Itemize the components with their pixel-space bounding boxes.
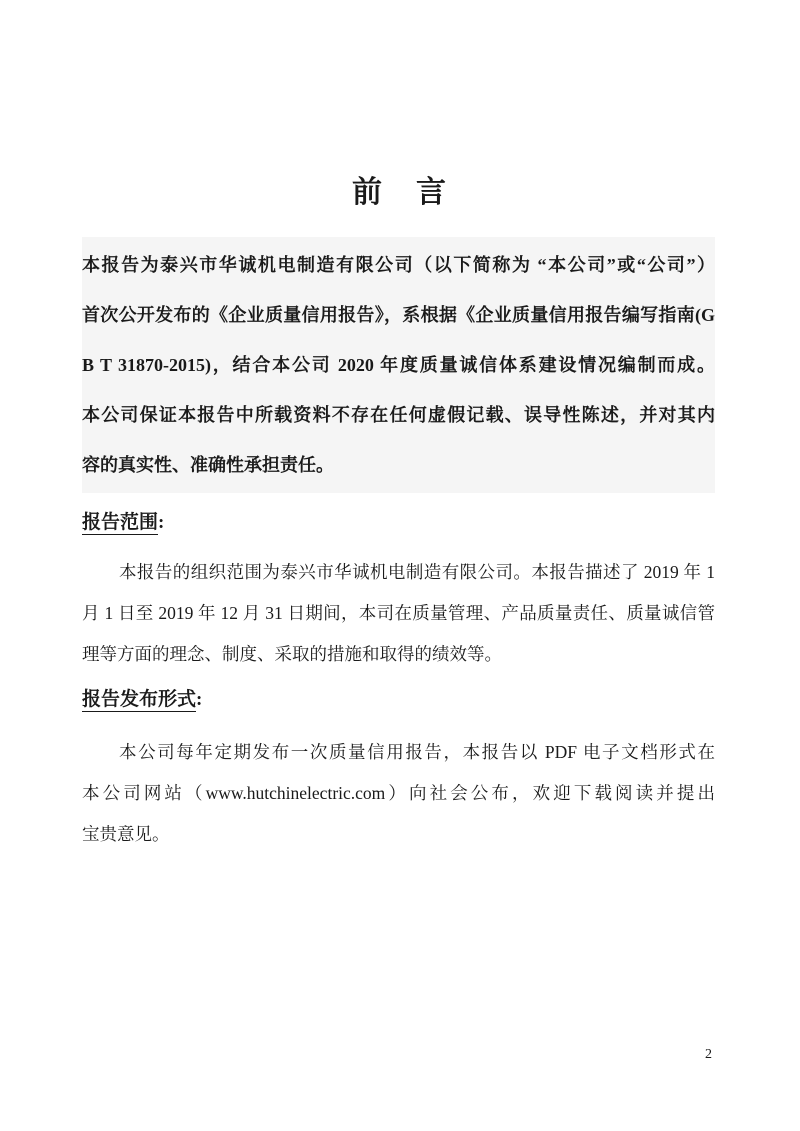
section-heading-report-scope bbox=[82, 508, 164, 538]
intro-line: 本公司保证本报告中所载资料不存在任何虚假记载、误导性陈述，并对其内 bbox=[82, 405, 715, 425]
page-number: 2 bbox=[705, 1047, 712, 1062]
section-heading-colon: : bbox=[158, 512, 165, 533]
paragraph-line: 月 1 日至 2019 年 12 月 31 日期间，本司在质量管理、产品质量责任、质量诚信管 bbox=[82, 603, 715, 623]
section-heading-text: 报告范围 bbox=[82, 512, 159, 533]
page-title: 前 言 bbox=[352, 176, 448, 209]
intro-line: 本报告为泰兴市华诚机电制造有限公司（以下简称为 “本公司”或“公司”） bbox=[82, 255, 715, 275]
paragraph-line: 本报告的组织范围为泰兴市华诚机电制造有限公司。本报告描述了 2019 年 1 bbox=[119, 562, 715, 582]
intro-line: 容的真实性、准确性承担责任。 bbox=[82, 455, 334, 475]
paragraph-line: 本公司网站（www.hutchinelectric.com）向社会公布，欢迎下载阅读并提出 bbox=[82, 783, 715, 803]
intro-highlight-block bbox=[82, 237, 715, 493]
intro-line: B T 31870-2015)，结合本公司 2020 年度质量诚信体系建设情况编制而成。 bbox=[82, 355, 715, 375]
paragraph-line: 宝贵意见。 bbox=[82, 824, 170, 844]
intro-line: 首次公开发布的《企业质量信用报告》，系根据《企业质量信用报告编写指南(G bbox=[82, 305, 715, 325]
paragraph-line: 理等方面的理念、制度、采取的措施和取得的绩效等。 bbox=[82, 644, 502, 664]
section-heading-colon: : bbox=[196, 689, 203, 710]
section-heading-text: 报告发布形式 bbox=[82, 689, 197, 710]
section-heading-release-format bbox=[82, 685, 202, 715]
section-paragraph-release-format bbox=[82, 732, 715, 855]
section-paragraph-report-scope bbox=[82, 552, 715, 675]
paragraph-line: 本公司每年定期发布一次质量信用报告，本报告以 PDF 电子文档形式在 bbox=[119, 742, 715, 762]
